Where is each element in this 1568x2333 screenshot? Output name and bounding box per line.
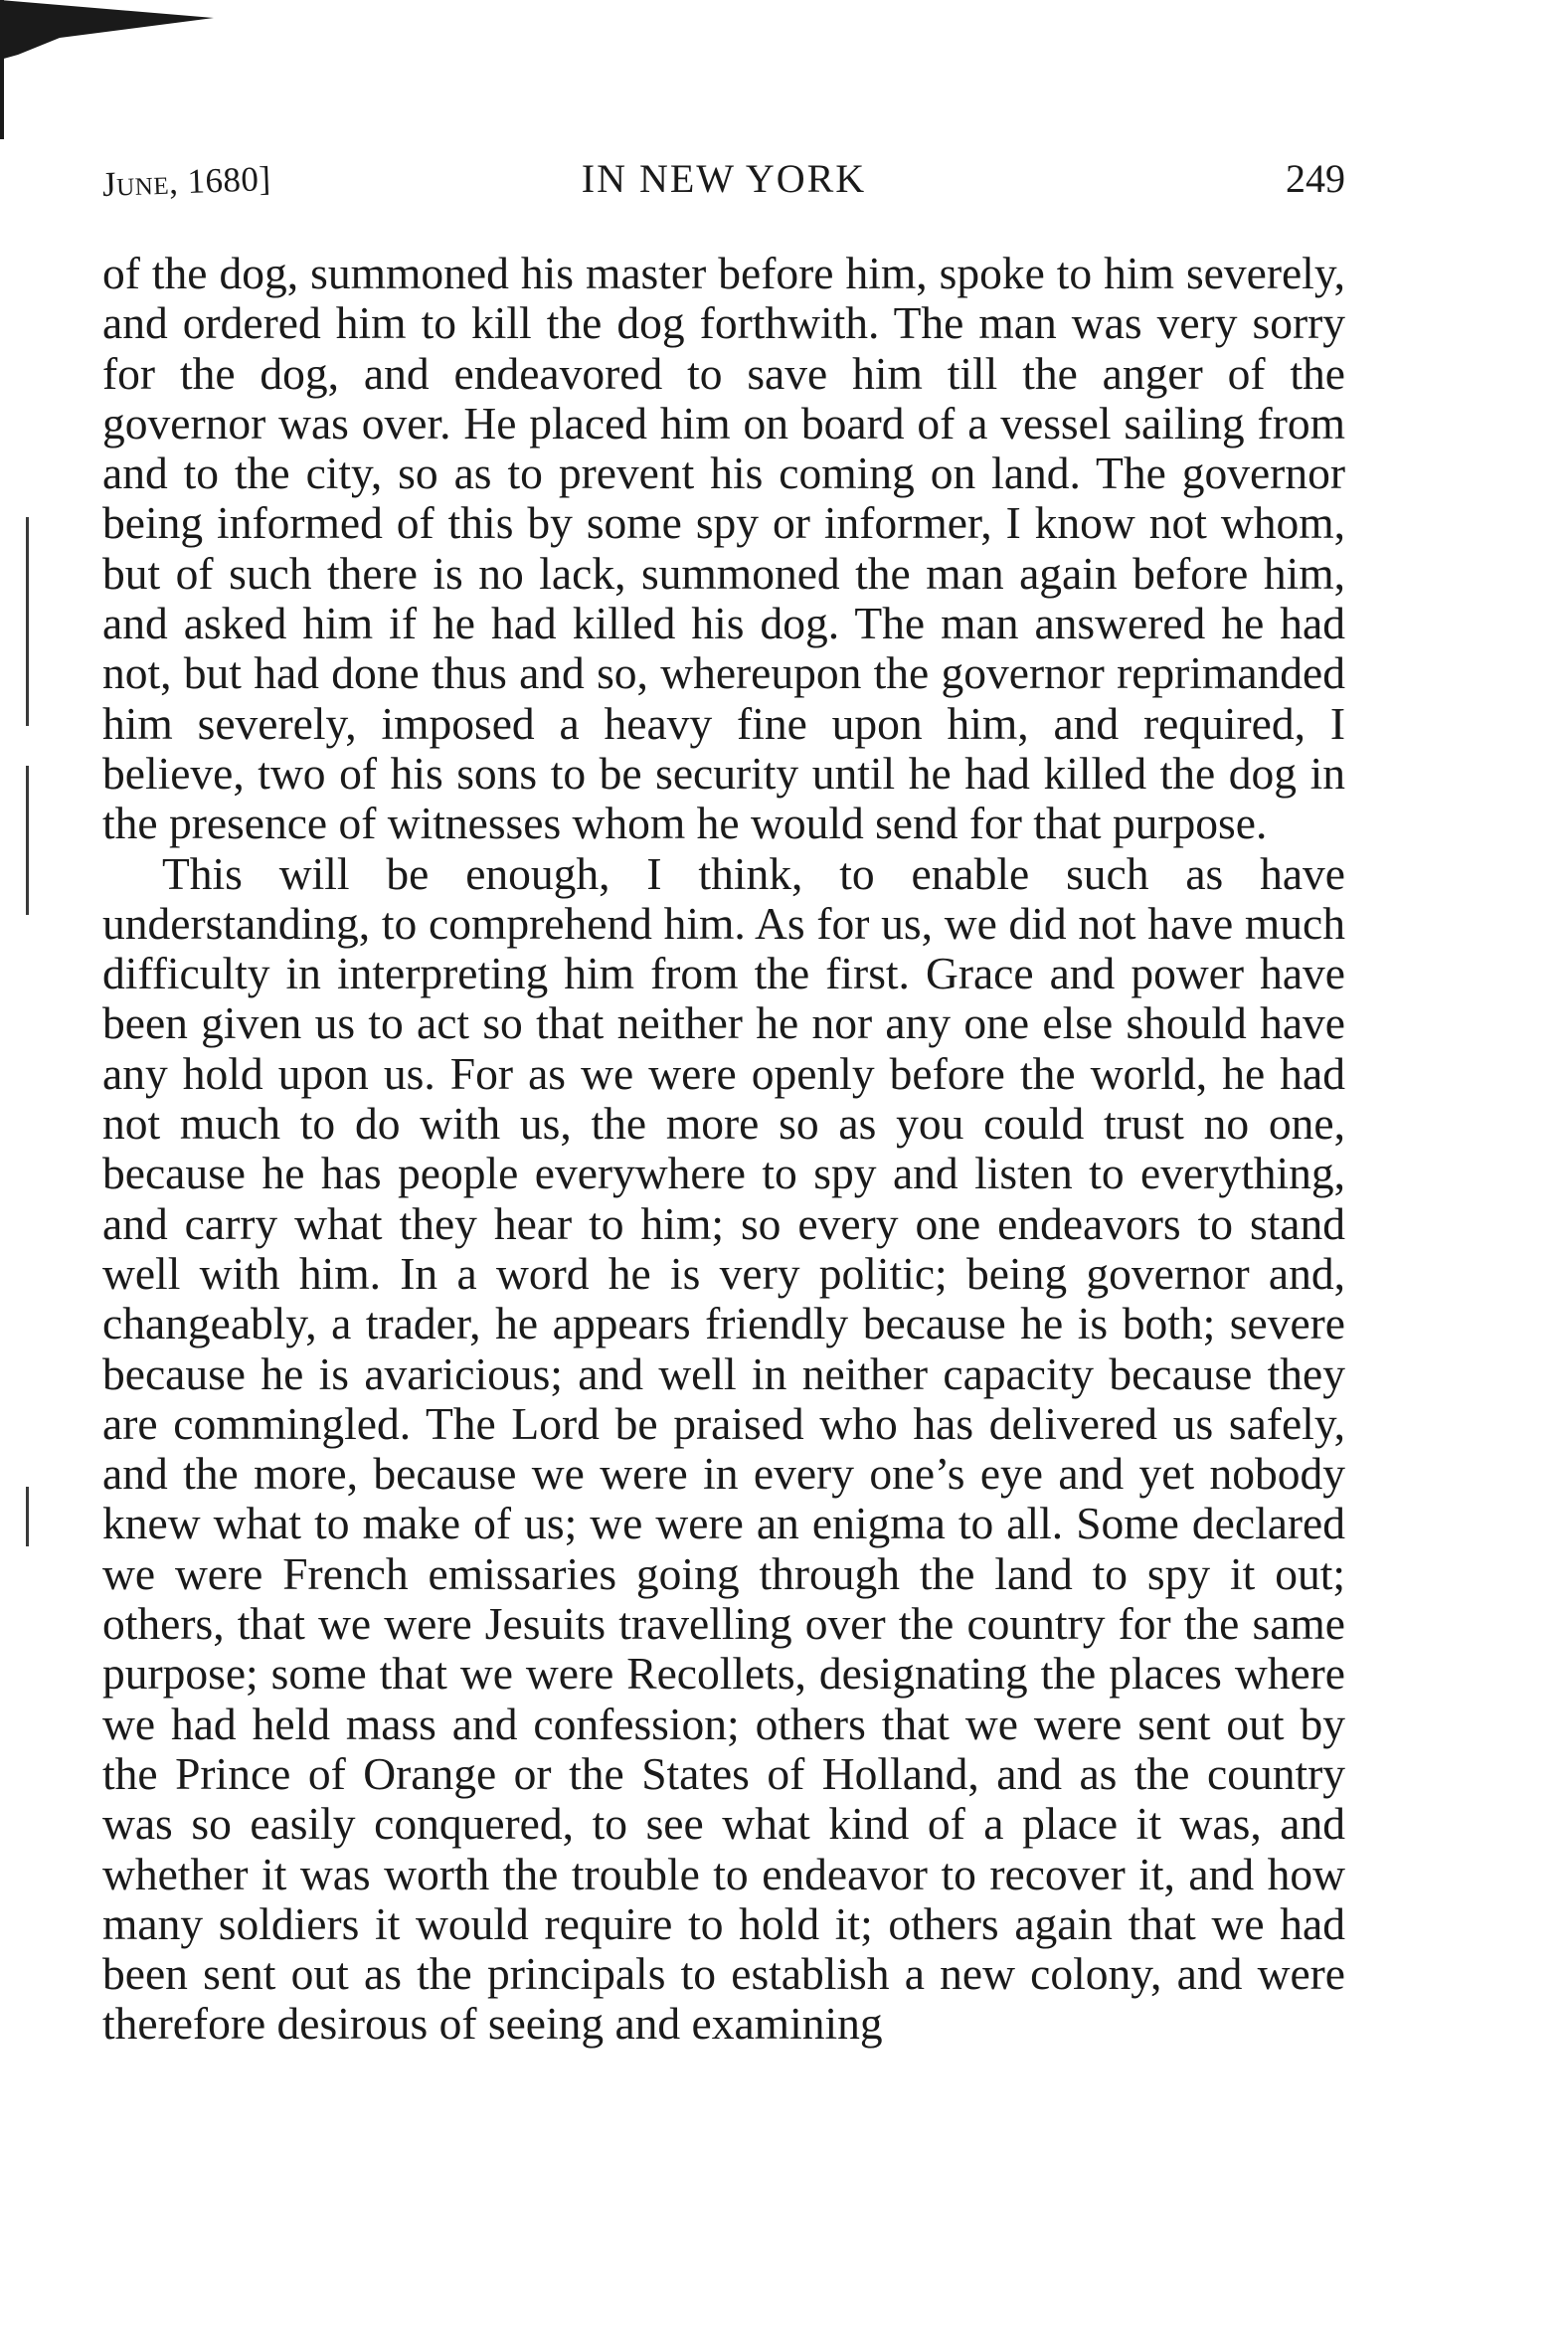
scan-margin-line [26,766,29,915]
paragraph: of the dog, summoned his master before him, spoke to him severely, and ordered him to kill the dog forthwith. The man was very sorry for the dog, and endeavored to save him till the anger of the governor was over. He placed him on board of a vessel sailing from and to the city, so as to prevent his coming on land. The governor being informed of this by some spy or informer, I know not whom, but of such there is no lack, summoned the man again before him, and asked him if he had killed his dog. The man answered he had not, but had done thus and so, whereupon the governor reprimanded him severely, imposed a heavy fine upon him, and required, I believe, two of his sons to be security until he had killed the dog in the presence of witnesses whom he would send for that purpose. [102,248,1345,849]
scan-margin-line [26,517,29,726]
page-corner-mark [0,0,214,139]
paragraph: This will be enough, I think, to enable such as have understanding, to comprehend him. As for us, we did not have much difficulty in interpreting him from the first. Grace and power have been given us to act so that neither he nor any one else should have any hold upon us. For as we were openly before the world, he had not much to do with us, the more so as you could trust no one, because he has people everywhere to spy and listen to everything, and carry what they hear to him; so every one endeavors to stand well with him. In a word he is very politic; being governor and, changeably, a trader, he appears friendly because he is both; severe because he is avaricious; and well in neither capacity because they are commingled. The Lord be praised who has delivered us safely, and the more, because we were in every one’s eye and yet nobody knew what to make of us; we were an enigma to all. Some declared we were French emissaries going through the land to spy it out; others, that we were Jesuits travelling over the country for the same purpose; some that we were Recollets, designating the places where we had held mass and confession; others that we were sent out by the Prince of Orange or the States of Holland, and as the country was so easily conquered, to see what kind of a place it was, and whether it was worth the trouble to endeavor to recover it, and how many soldiers it would require to hold it; others again that we had been sent out as the principals to establish a new colony, and were therefore desirous of seeing and examining [102,847,1345,2050]
body-text [102,249,1345,2050]
header-title: IN NEW YORK [581,156,867,201]
header-date: June, 1680] [101,159,272,204]
page-number: 249 [1286,156,1345,201]
scan-margin-line [26,1487,29,1546]
running-head [102,149,1345,209]
